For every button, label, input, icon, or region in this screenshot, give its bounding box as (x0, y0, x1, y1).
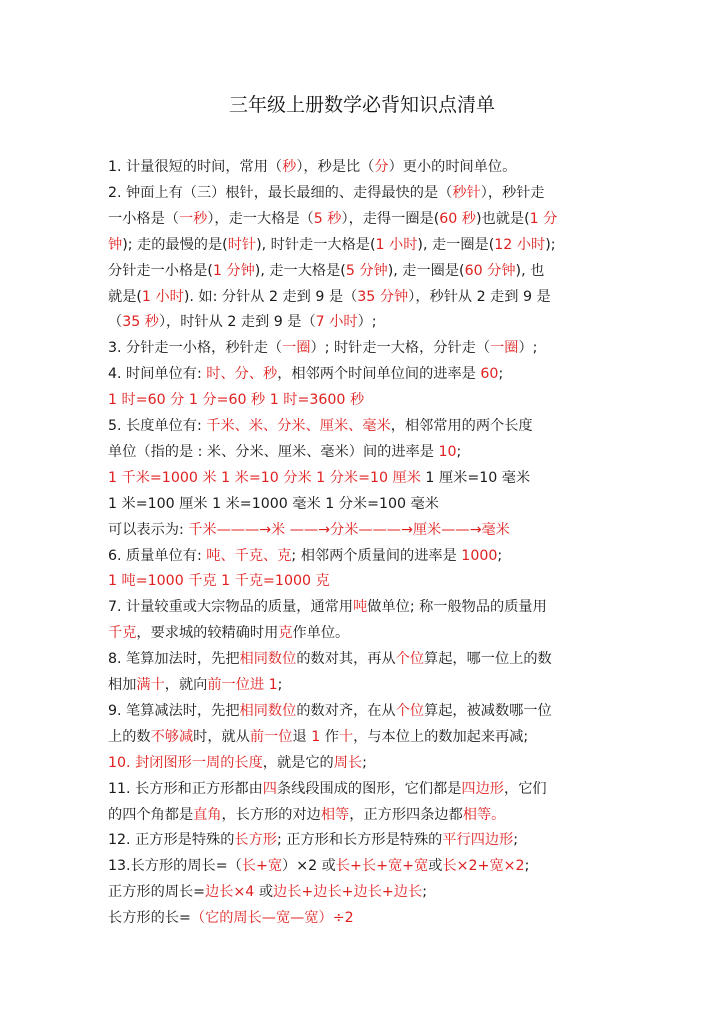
text-line (108, 830, 518, 850)
text-line (108, 442, 461, 462)
text-line (108, 546, 502, 566)
highlight-text: 60 (480, 366, 499, 383)
highlight-text: 克 (278, 625, 293, 642)
highlight-text: 四边形 (461, 780, 504, 797)
highlight-text: 10. 封闭图形一周的长度 (108, 754, 263, 771)
highlight-text: 相同数位 (239, 702, 297, 719)
body-text: ）更小的时间单位。 (388, 159, 517, 175)
body-text: ），秒针走 (480, 184, 545, 201)
body-text: 6. 质量单位有: (108, 547, 207, 564)
body-text: )也就是( (476, 210, 530, 227)
body-text: ，长方形的对边 (221, 806, 321, 823)
body-text: 3. 分针走一小格，秒针走（ (108, 340, 283, 357)
body-text: 算起，被减数哪一位 (424, 702, 552, 719)
highlight-text: 前一位 (249, 728, 293, 745)
text-line (108, 209, 557, 229)
highlight-text: 相同数位 (239, 651, 297, 668)
body-text: 的数对其，再从 (296, 651, 396, 668)
highlight-text: 边长+边长+边长+边长 (273, 884, 423, 901)
body-text: ; (498, 366, 504, 383)
highlight-text: 千克 (108, 625, 137, 642)
body-text: ; (422, 884, 427, 901)
text-line (108, 649, 552, 669)
body-text: ，就是它的 (262, 754, 334, 771)
highlight-text: 直角 (193, 806, 222, 823)
highlight-text: 满十 (136, 677, 165, 693)
text-line (108, 701, 552, 721)
body-text: 长方形的长= (108, 910, 191, 927)
body-text: ，就向 (164, 677, 208, 693)
body-text: ）; 时针走一大格，分针走（ (310, 340, 491, 357)
body-text: ; (513, 832, 519, 849)
body-text: 上的数 (108, 728, 151, 745)
text-line (108, 520, 510, 540)
body-text: ），秒是比（ (296, 159, 375, 175)
body-text: ），走一大格是（ (207, 210, 314, 227)
body-text: 1. 计量很短的时间，常用（ (108, 159, 283, 175)
text-line (108, 623, 349, 643)
text-line (108, 753, 367, 773)
body-text: ），时针从 2 走到 9 是（ (158, 314, 316, 331)
text-line (108, 261, 544, 281)
highlight-text: 1 千米=1000 米 1 米=10 分米 1 分米=10 厘米 (108, 469, 421, 486)
highlight-text: 吨、千克、克 (206, 547, 292, 564)
body-text: 1 厘米=10 毫米 (420, 469, 531, 486)
highlight-text: 钟 (108, 236, 123, 253)
body-text: 的数对齐，在从 (296, 702, 396, 719)
body-text: ; (524, 858, 530, 875)
body-text: 单位（指的是 : 米、分米、厘米、毫米）间的进率是 (108, 443, 439, 460)
highlight-text: 12 小时 (494, 236, 546, 253)
text-line (108, 882, 427, 902)
body-text: ), 走一圈是( (387, 262, 465, 279)
highlight-text: 四 (262, 780, 277, 797)
highlight-text: 不够减 (150, 728, 194, 745)
body-text: ), 也 (515, 262, 545, 279)
highlight-text: 秒 (282, 159, 297, 175)
text-line (108, 157, 516, 177)
body-text: （ (108, 314, 123, 331)
highlight-text: 35 分钟 (357, 288, 409, 305)
body-text: ; 正方形和长方形是特殊的 (276, 832, 443, 849)
body-text: 1 米=100 厘米 1 米=1000 毫米 1 分米=100 毫米 (108, 495, 439, 512)
body-text: ，与本位上的数加起来再减; (353, 728, 529, 745)
highlight-text: 边长×4 (205, 884, 255, 901)
highlight-text: 1 小时 (141, 288, 184, 305)
highlight-text: 10 (438, 443, 457, 460)
text-line (108, 675, 282, 695)
body-text: 分针走一小格是( (108, 262, 213, 279)
body-text: 可以表示为: (108, 521, 189, 538)
highlight-text: 个位 (395, 651, 425, 668)
body-text: 做单位; 称一般物品的质量用 (367, 599, 547, 616)
text-line (108, 312, 377, 332)
body-text: 2. 钟面上有（三）根针，最长最细的、走得最快的是（ (108, 184, 453, 201)
highlight-text: 长+宽 (241, 858, 283, 875)
highlight-text: 平行四边形 (442, 832, 514, 849)
highlight-text: 个位 (395, 702, 425, 719)
highlight-text: 35 秒 (122, 314, 159, 331)
body-text: ; (456, 443, 462, 460)
highlight-text: 1 时=60 分 1 分=60 秒 1 时=3600 秒 (108, 392, 365, 409)
highlight-text: 1 小时 (375, 236, 418, 253)
text-line (108, 235, 556, 255)
body-text: ）; (357, 314, 377, 331)
body-text: ，正方形四条边都 (349, 806, 463, 823)
body-text: ，相邻常用的两个长度 (390, 418, 533, 434)
body-text: ; 相邻两个质量间的进率是 (291, 547, 462, 564)
text-line (108, 338, 537, 358)
body-text: 作 (320, 728, 339, 745)
body-text: ，它们 (504, 780, 547, 797)
highlight-text: 十 (338, 728, 354, 745)
highlight-text: 7 小时 (315, 314, 358, 331)
highlight-text: 60 分钟 (464, 262, 516, 279)
body-text: 退 (292, 728, 312, 745)
body-text: 就是( (108, 288, 142, 305)
body-text: 或 (428, 858, 443, 875)
highlight-text: 长×2+宽×2 (442, 858, 525, 875)
body-text: 作单位。 (292, 625, 350, 642)
text-line (108, 597, 547, 617)
highlight-text: 一圈 (282, 340, 311, 357)
body-text: 4. 时间单位有: (108, 366, 207, 383)
body-text: ); 走的最慢的是( (122, 236, 228, 253)
body-text: ), 走一大格是( (254, 262, 346, 279)
highlight-text: 分 (374, 159, 389, 175)
body-text: 的四个角都是 (108, 806, 194, 823)
body-text: 或 (254, 884, 274, 901)
body-text: ), 走一圈是( (417, 236, 495, 253)
highlight-text: 一秒 (178, 210, 208, 227)
highlight-text: 秒针 (452, 184, 481, 201)
text-line (108, 856, 529, 876)
body-text: 相加 (108, 677, 137, 693)
highlight-text: 千米———→米 ——→分米———→厘米——→毫米 (188, 521, 510, 538)
body-text: ）×2 或 (282, 858, 336, 875)
highlight-text: 5 分钟 (345, 262, 388, 279)
text-line (108, 468, 530, 488)
highlight-text: 5 秒 (313, 210, 342, 227)
body-text: 正方形的周长= (108, 884, 206, 901)
body-text: 时，就从 (193, 728, 250, 745)
body-text: ），走得一圈是( (341, 210, 440, 227)
text-line (108, 494, 439, 514)
highlight-text: 千米、米、分米、厘米、毫米 (206, 418, 391, 434)
body-text: ）; (518, 340, 538, 357)
highlight-text: 前一位进 1 (207, 677, 278, 693)
highlight-text: 1 分 (529, 210, 558, 227)
text-line (108, 287, 551, 307)
page-title: 三年级上册数学必背知识点清单 (228, 94, 495, 116)
body-text: 8. 笔算加法时，先把 (108, 651, 240, 668)
text-line (108, 416, 533, 436)
highlight-text: 长方形 (234, 832, 277, 849)
body-text: ），秒针从 2 走到 9 是 (408, 288, 551, 305)
body-text: ，相邻两个时间单位间的进率是 (277, 366, 481, 383)
body-text: ); (545, 236, 556, 253)
body-text: 条线段围成的图形，它们都是 (276, 780, 462, 797)
text-line (108, 727, 528, 747)
body-text: ; (362, 754, 367, 771)
highlight-text: 1000 (461, 547, 498, 564)
text-line (108, 805, 505, 825)
body-text: ), 时针走一大格是( (256, 236, 376, 253)
highlight-text: 时、分、秒 (206, 366, 278, 383)
text-line (108, 390, 364, 410)
highlight-text: （它的周长—宽—宽）÷2 (190, 910, 354, 927)
text-line (108, 908, 354, 928)
body-text: 7. 计量较重或大宗物品的质量，通常用 (108, 599, 354, 616)
highlight-text: 1 分钟 (212, 262, 255, 279)
body-text: 5. 长度单位有: (108, 418, 207, 434)
highlight-text: 60 秒 (439, 210, 476, 227)
text-line (108, 183, 545, 203)
body-text: 一小格是（ (108, 210, 179, 227)
body-text: 9. 笔算减法时，先把 (108, 702, 240, 719)
highlight-text: 1 吨=1000 千克 1 千克=1000 克 (108, 573, 330, 590)
text-line (108, 364, 503, 384)
highlight-text: 周长 (333, 754, 363, 771)
highlight-text: 相等。 (462, 806, 506, 823)
body-text: 13.长方形的周长=（ (108, 858, 242, 875)
highlight-text: 时针 (227, 236, 257, 253)
body-text: ; (277, 677, 283, 693)
body-text: ，要求城的较精确时用 (136, 625, 279, 642)
highlight-text: 长+长+宽+宽 (335, 858, 429, 875)
highlight-text: 一圈 (490, 340, 519, 357)
body-text: 12. 正方形是特殊的 (108, 832, 235, 849)
text-line (108, 571, 330, 591)
body-text: 算起，哪一位上的数 (424, 651, 552, 668)
text-line (108, 779, 547, 799)
body-text: ). 如: 分针从 2 走到 9 是（ (183, 288, 358, 305)
highlight-text: 吨 (353, 599, 368, 616)
highlight-text: 相等 (320, 806, 350, 823)
body-text: 11. 长方形和正方形都由 (108, 780, 263, 797)
body-text: ; (497, 547, 503, 564)
highlight-text: 1 (311, 728, 321, 745)
